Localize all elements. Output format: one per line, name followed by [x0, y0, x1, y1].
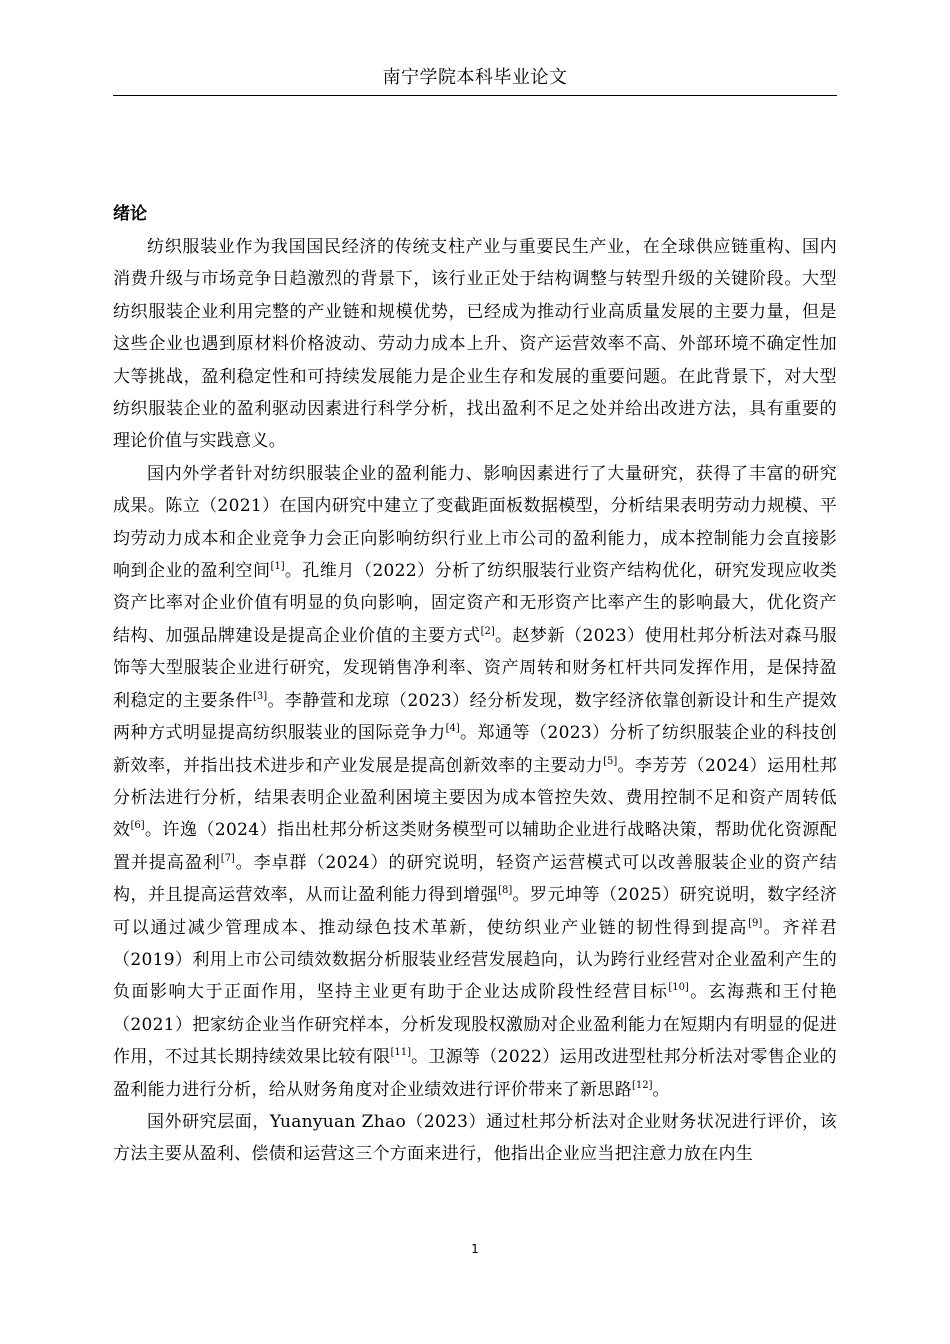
paragraph-background: 纺织服装业作为我国国民经济的传统支柱产业与重要民生产业，在全球供应链重构、国内消费升级与市场竞争日趋激烈的背景下，该行业正处于结构调整与转型升级的关键阶段。大型纺织服装企业利用完整的产业链和规模优势，已经成为推动行业高质量发展的主要力量，但是这些企业也遇到原材料价格波动、劳动力成本上升、资产运营效率不高、外部环境不确定性加大等挑战，盈利稳定性和可持续发展能力是企业生存和发展的重要问题。在此背景下，对大型纺织服装企业的盈利驱动因素进行科学分析，找出盈利不足之处并给出改进方法，具有重要的理论价值与实践意义。: [113, 237, 837, 452]
text-run: 。赵梦新（2023）使用杜邦分析法对森马服饰等大型服装企业进行研究，发现销售净利率、资产周转和财务杠杆共同发挥作用，是保持盈利稳定的主要条件: [113, 625, 837, 711]
citation-ref: [7]: [220, 852, 235, 864]
text-run: 。李静萱和龙琼（2023）经分析发现，数字经济依靠创新设计和生产提效两种方式明显提高纺织服装业的国际竞争力: [113, 690, 837, 744]
text-run: 。玄海燕和王付艳（2021）把家纺企业当作研究样本，分析发现股权激励对企业盈利能力在短期内有明显的促进作用，不过其长期持续效果比较有限: [113, 982, 838, 1068]
citation-ref: [10]: [668, 982, 689, 994]
citation-ref: [2]: [480, 625, 495, 637]
text-run: 。: [652, 1079, 670, 1100]
paragraph-foreign-research: 国外研究层面，Yuanyuan Zhao（2023）通过杜邦分析法对企业财务状况进行评价，该方法主要从盈利、偿债和运营这三个方面来进行，他指出企业应当把注意力放在内生: [113, 1111, 837, 1165]
running-header: 南宁学院本科毕业论文: [382, 67, 568, 88]
citation-ref: [6]: [130, 820, 145, 832]
citation-ref: [5]: [603, 755, 618, 767]
text-run: 。罗元坤等（2025）研究说明，数字经济可以通过减少管理成本、推动绿色技术革新，使纺织业产业链的韧性得到提高: [113, 885, 837, 938]
citation-ref: [4]: [445, 723, 460, 735]
text-run: 。许逸（2024）指出杜邦分析这类财务模型可以辅助企业进行战略决策，帮助优化资源配置并提高盈利: [113, 820, 837, 873]
text-run: 。郑通等（2023）分析了纺织服装企业的科技创新效率，并指出技术进步和产业发展是提高创新效率的主要动力: [113, 723, 837, 776]
text-run: 国内外学者针对纺织服装企业的盈利能力、影响因素进行了大量研究，获得了丰富的研究成果。陈立（2021）在国内研究中建立了变截距面板数据模型，分析结果表明劳动力规模、平均劳动力成本和企业竞争力会正向影响纺织行业上市公司的盈利能力，成本控制能力会直接影响到企业的盈利空间: [113, 463, 837, 582]
text-run: 。李芳芳（2024）运用杜邦分析法进行分析，结果表明企业盈利困境主要因为成本管控失效、费用控制不足和资产周转低效: [113, 755, 837, 841]
text-run: 。孔维月（2022）分析了纺织服装行业资产结构优化，研究发现应收类资产比率对企业价值有明显的负向影响，固定资产和无形资产比率产生的影响最大，优化资产结构、加强品牌建设是提高企业价值的主要方式: [113, 561, 837, 646]
citation-ref: [12]: [632, 1079, 653, 1091]
citation-ref: [9]: [748, 917, 763, 929]
body-text: [113, 198, 837, 1171]
page-number: 1: [471, 1242, 479, 1256]
citation-ref: [11]: [390, 1047, 411, 1059]
section-heading: 绪论: [113, 204, 147, 224]
text-run: 。卫源等（2022）运用改进型杜邦分析法对零售企业的盈利能力进行分析，给从财务角度对企业绩效进行评价带来了新思路: [113, 1047, 837, 1100]
text-run: 。齐祥君（2019）利用上市公司绩效数据分析服装业经营发展趋向，认为跨行业经营对企业盈利产生的负面影响大于正面作用，坚持主业更有助于企业达成阶段性经营目标: [113, 917, 837, 1003]
citation-ref: [3]: [253, 690, 268, 702]
header-rule: [113, 95, 837, 96]
paragraph-literature-review: [113, 458, 837, 1106]
citation-ref: [8]: [498, 885, 513, 897]
text-run: 。李卓群（2024）的研究说明，轻资产运营模式可以改善服装企业的资产结构，并且提高运营效率，从而让盈利能力得到增强: [113, 852, 837, 906]
citation-ref: [1]: [270, 561, 285, 573]
